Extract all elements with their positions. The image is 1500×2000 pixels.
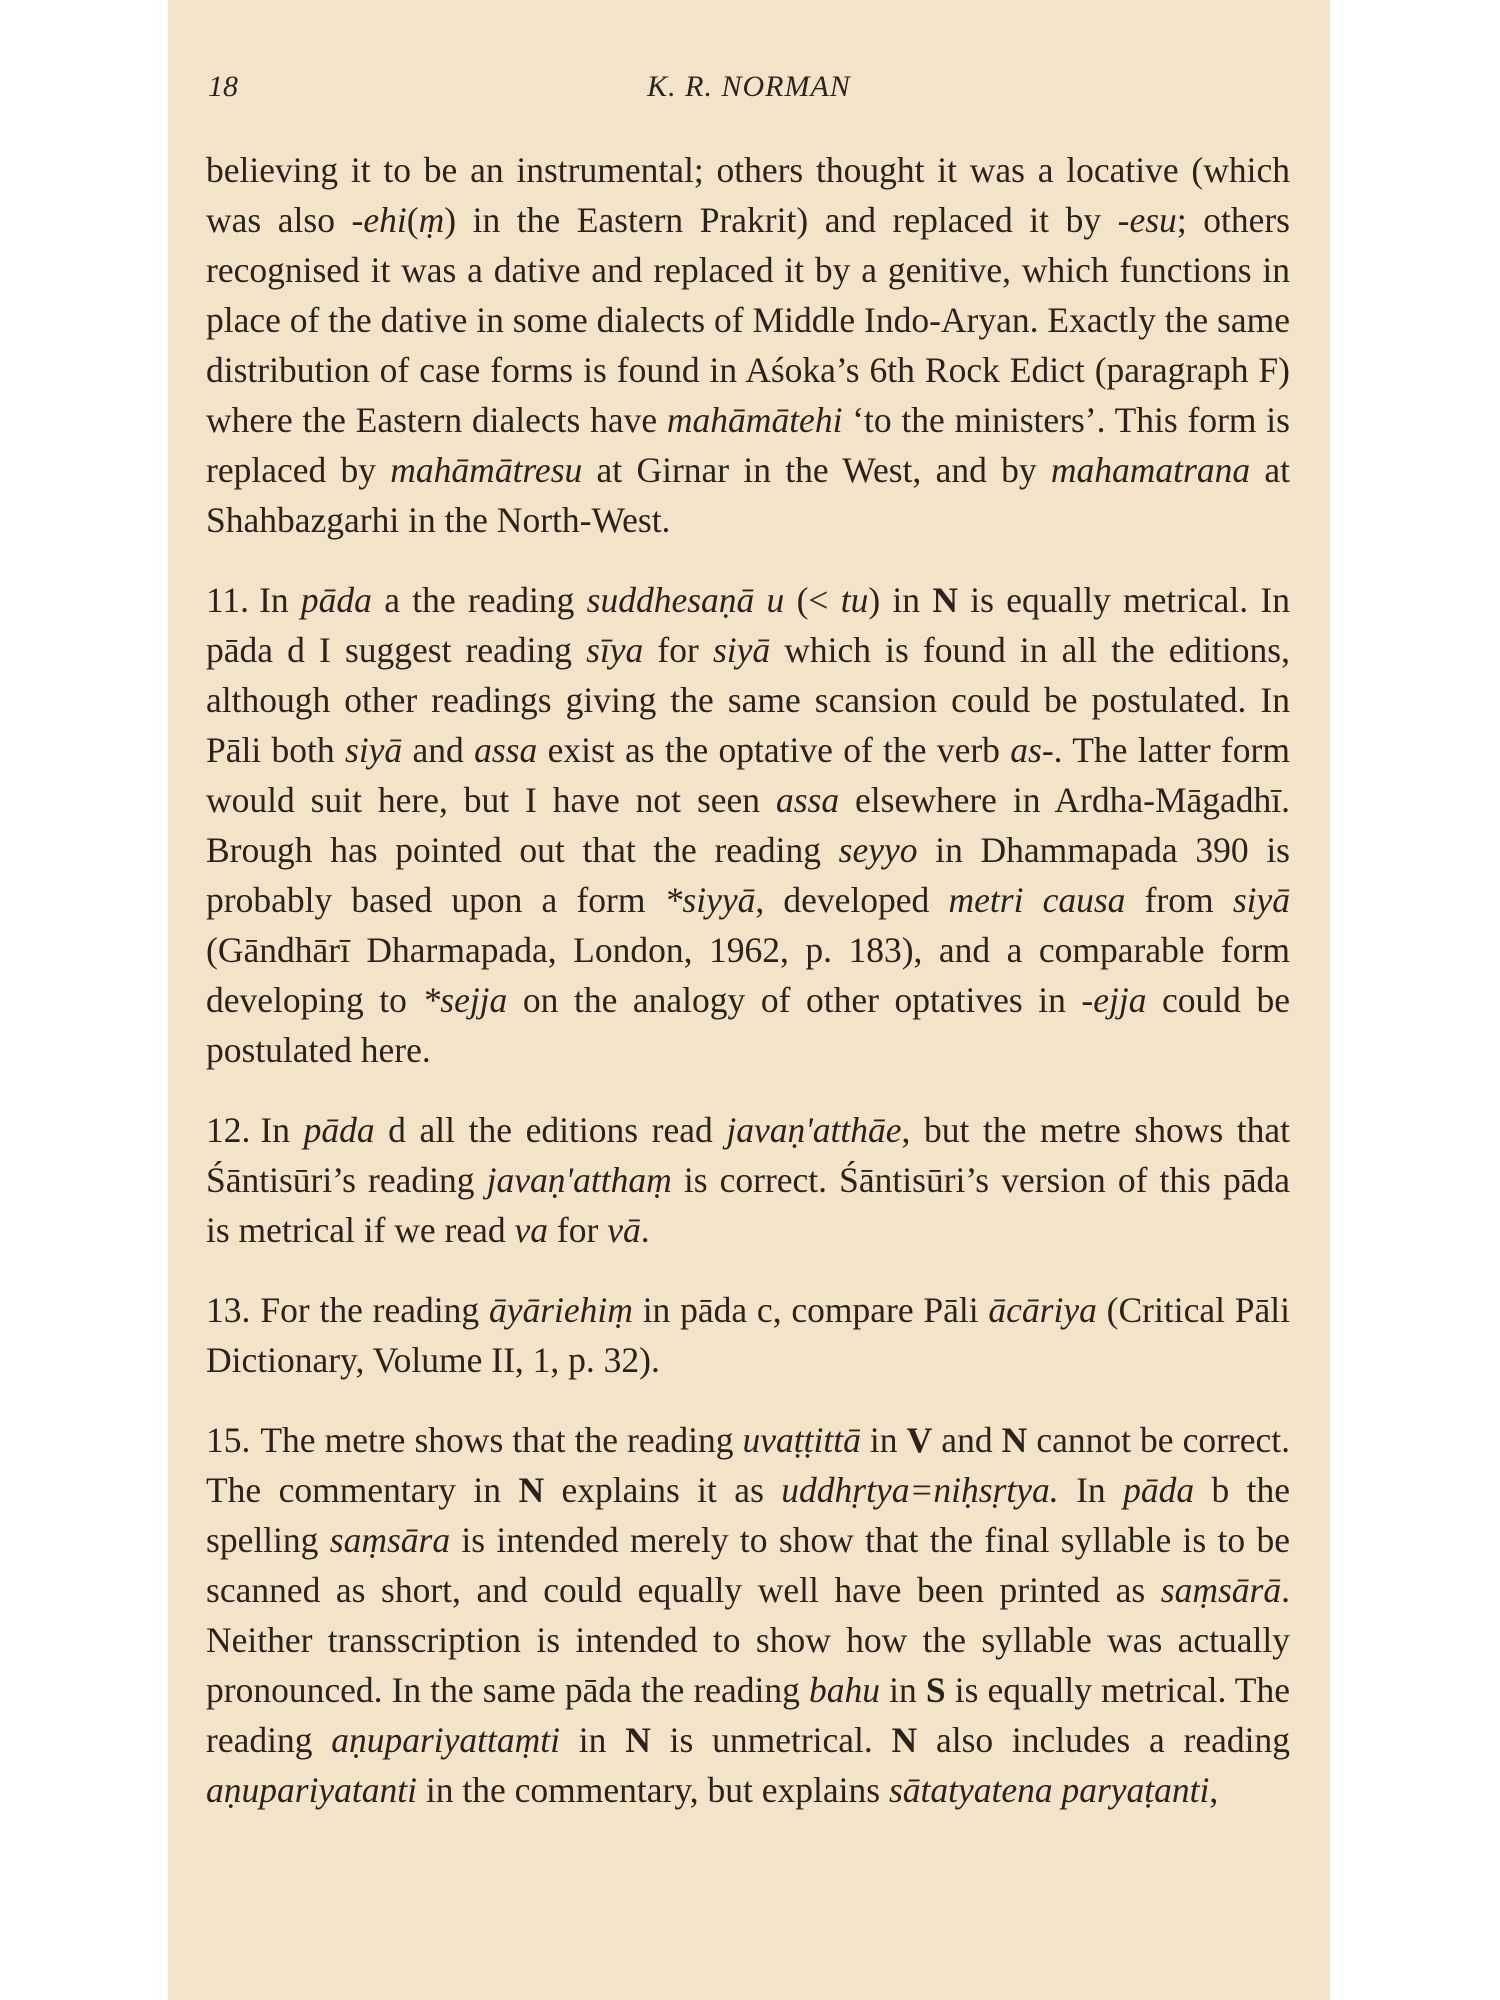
- italic-term: assa: [775, 780, 840, 820]
- italic-term: saṃsāra: [329, 1520, 451, 1560]
- paragraph-note-13: [206, 1285, 1290, 1385]
- text-run: for: [643, 630, 713, 670]
- italic-term: saṃsārā: [1160, 1570, 1282, 1610]
- italic-term: mahamatrana: [1050, 450, 1251, 490]
- italic-term: va: [514, 1210, 549, 1250]
- italic-term: tu: [840, 580, 869, 620]
- italic-term: assa: [474, 730, 538, 770]
- note-number: 15.: [206, 1420, 251, 1460]
- text-run: is equally metrical. In pāda d I suggest reading: [206, 580, 1290, 670]
- text-run: elsewhere in Ardha-Māgadhī. Brough has pointed out that the reading: [206, 780, 1291, 870]
- text-run: cannot be correct. The commentary in: [206, 1420, 1290, 1510]
- manuscript-siglum: S: [925, 1670, 946, 1710]
- text-run: In: [259, 580, 301, 620]
- text-run: ) in: [868, 580, 933, 620]
- text-run: The metre shows that the reading: [260, 1420, 743, 1460]
- paragraph-note-15: [206, 1415, 1290, 1815]
- text-run: ‘to the ministers’. This form is replaced by: [206, 400, 1290, 490]
- note-number: 11.: [206, 580, 250, 620]
- text-run: could be postulated here.: [206, 980, 1290, 1070]
- text-run: on the analogy of other optatives in: [507, 980, 1082, 1020]
- text-run: exist as the optative of the verb: [537, 730, 1011, 770]
- text-run: , developed: [755, 880, 949, 920]
- text-run: . The latter form would suit here, but I have not seen: [206, 730, 1290, 820]
- italic-term: āyāriehiṃ: [488, 1290, 633, 1330]
- running-head: [208, 70, 1290, 120]
- italic-term: suddhesaṇā u: [586, 580, 785, 620]
- text-run: explains it as: [544, 1470, 782, 1510]
- italic-term: metri causa: [948, 880, 1126, 920]
- text-run: ; others recognised it was a dative and replaced it by a genitive, which functions in place of the dative in some dialects of Middle Indo-Aryan. Exactly the same distribution of case forms is found in Aśoka’s 6th Rock Edict (paragraph F) where the Eastern dialects have: [206, 200, 1290, 440]
- text-run: which is found in all the editions, although other readings giving the same scansion could be postulated. In Pāli both: [206, 630, 1290, 770]
- italic-term: pāda: [300, 580, 372, 620]
- italic-term: pāda: [303, 1110, 375, 1150]
- manuscript-siglum: N: [891, 1720, 918, 1760]
- italic-term: aṇupariyatanti: [206, 1770, 418, 1810]
- italic-term: uvaṭṭittā: [742, 1420, 861, 1460]
- italic-term: as-: [1010, 730, 1054, 770]
- italic-term: siyā: [1232, 880, 1290, 920]
- text-run: in: [860, 1420, 907, 1460]
- italic-term: *siyyā: [664, 880, 756, 920]
- text-run: in: [560, 1720, 626, 1760]
- paragraph: [206, 145, 1290, 545]
- italic-term: aṇupariyattaṃti: [331, 1720, 561, 1760]
- page-number: 18: [208, 70, 238, 103]
- text-run: in the commentary, but explains: [417, 1770, 889, 1810]
- italic-term: sīya: [586, 630, 644, 670]
- text-run: In: [1058, 1470, 1124, 1510]
- manuscript-siglum: N: [518, 1470, 545, 1510]
- text-run: , but the metre shows that Śāntisūri’s reading: [206, 1110, 1290, 1200]
- text-run: for: [548, 1210, 608, 1250]
- text-run: In: [260, 1110, 304, 1150]
- text-run: For the reading: [260, 1290, 489, 1330]
- note-number: 12.: [206, 1110, 251, 1150]
- text-run: d all the editions read: [374, 1110, 727, 1150]
- text-run: (Critical Pāli Dictionary, Volume II, 1, p. 32).: [206, 1290, 1290, 1380]
- body-text: [206, 145, 1290, 1815]
- text-run: believing it to be an instrumental; others thought it was a locative (which was also: [206, 150, 1290, 240]
- manuscript-siglum: V: [906, 1420, 933, 1460]
- text-run: at Girnar in the West, and by: [582, 450, 1051, 490]
- text-run: is unmetrical.: [650, 1720, 892, 1760]
- paragraph-note-12: [206, 1105, 1290, 1255]
- italic-term: ācāriya: [988, 1290, 1097, 1330]
- italic-term: javaṇ'atthaṃ: [486, 1160, 672, 1200]
- text-run: (Gāndhārī Dharmapada, London, 1962, p. 183), and a comparable form developing to: [206, 930, 1290, 1020]
- italic-term: mahāmātehi: [666, 400, 843, 440]
- text-run: . Neither transscription is intended to show how the syllable was actually pronounced. In the same pāda the reading: [206, 1570, 1290, 1710]
- text-run: b the spelling: [206, 1470, 1290, 1560]
- text-run: (: [406, 200, 419, 240]
- text-run: is equally metrical. The reading: [206, 1670, 1290, 1760]
- running-head-author: K. R. NORMAN: [647, 70, 851, 103]
- note-number: 13.: [206, 1290, 251, 1330]
- text-run: a the reading: [371, 580, 587, 620]
- manuscript-siglum: N: [625, 1720, 651, 1760]
- manuscript-siglum: N: [1001, 1420, 1028, 1460]
- italic-term: -esu: [1117, 200, 1177, 240]
- italic-term: mahāmātresu: [390, 450, 583, 490]
- italic-term: -ehi: [351, 200, 407, 240]
- text-run: in pāda c, compare Pāli: [632, 1290, 989, 1330]
- italic-term: vā: [607, 1210, 641, 1250]
- text-run: (<: [784, 580, 841, 620]
- paragraph-note-11: [206, 575, 1290, 1075]
- italic-term: sātatyatena paryaṭanti: [888, 1770, 1210, 1810]
- text-run: and: [402, 730, 475, 770]
- italic-term: *sejja: [422, 980, 508, 1020]
- italic-term: ṃ: [418, 200, 445, 240]
- italic-term: pāda: [1123, 1470, 1195, 1510]
- text-run: and: [932, 1420, 1002, 1460]
- book-page: [168, 0, 1330, 2000]
- text-run: also includes a reading: [917, 1720, 1290, 1760]
- italic-term: siyā: [345, 730, 403, 770]
- text-run: in Dhammapada 390 is probably based upon a form: [206, 830, 1290, 920]
- italic-term: uddhṛtya=niḥsṛtya.: [781, 1470, 1059, 1510]
- italic-term: seyyo: [838, 830, 918, 870]
- text-run: ,: [1209, 1770, 1219, 1810]
- text-run: from: [1125, 880, 1233, 920]
- text-run: at Shahbazgarhi in the North-West.: [206, 450, 1291, 540]
- italic-term: bahu: [809, 1670, 881, 1710]
- text-run: in: [880, 1670, 926, 1710]
- text-run: is correct. Śāntisūri’s version of this pāda is metrical if we read: [206, 1160, 1290, 1250]
- italic-term: -ejja: [1081, 980, 1147, 1020]
- text-run: .: [640, 1210, 650, 1250]
- text-run: ) in the Eastern Prakrit) and replaced it by: [444, 200, 1118, 240]
- italic-term: javaṇ'atthāe: [726, 1110, 902, 1150]
- text-run: is intended merely to show that the final syllable is to be scanned as short, and could equally well have been printed as: [206, 1520, 1290, 1610]
- italic-term: siyā: [712, 630, 771, 670]
- manuscript-siglum: N: [932, 580, 958, 620]
